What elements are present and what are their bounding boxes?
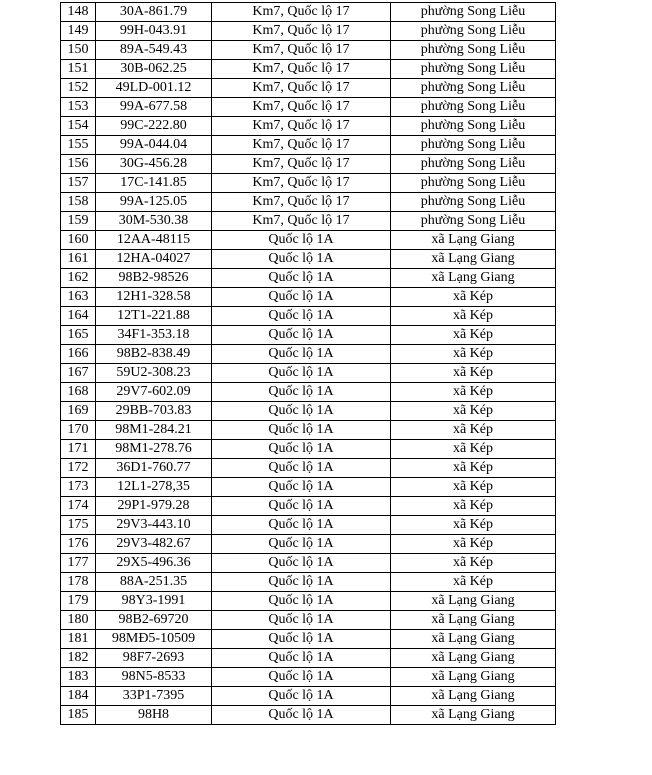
row-number-cell: 170 [61,421,96,440]
location-cell: Quốc lộ 1A [212,288,391,307]
ward-cell: phường Song Liễu [391,41,556,60]
ward-cell: xã Kép [391,345,556,364]
ward-cell: phường Song Liễu [391,3,556,22]
license-plate-cell: 99C-222.80 [96,117,212,136]
table-row [61,231,556,250]
row-number-cell: 161 [61,250,96,269]
ward-cell: phường Song Liễu [391,212,556,231]
table-row [61,22,556,41]
license-plate-cell: 99A-125.05 [96,193,212,212]
license-plate-cell: 98N5-8533 [96,668,212,687]
license-plate-cell: 12HA-04027 [96,250,212,269]
location-cell: Km7, Quốc lộ 17 [212,174,391,193]
row-number-cell: 154 [61,117,96,136]
ward-cell: xã Kép [391,326,556,345]
license-plate-cell: 49LD-001.12 [96,79,212,98]
license-plate-cell: 99A-677.58 [96,98,212,117]
table-row [61,440,556,459]
location-cell: Quốc lộ 1A [212,326,391,345]
row-number-cell: 150 [61,41,96,60]
ward-cell: xã Kép [391,478,556,497]
license-plate-cell: 98M1-284.21 [96,421,212,440]
license-plate-cell: 36D1-760.77 [96,459,212,478]
license-plate-cell: 98Y3-1991 [96,592,212,611]
table-row [61,269,556,288]
location-cell: Quốc lộ 1A [212,478,391,497]
table-row [61,497,556,516]
row-number-cell: 164 [61,307,96,326]
row-number-cell: 158 [61,193,96,212]
location-cell: Quốc lộ 1A [212,269,391,288]
license-plate-cell: 30M-530.38 [96,212,212,231]
location-cell: Km7, Quốc lộ 17 [212,3,391,22]
license-plate-cell: 33P1-7395 [96,687,212,706]
table-row [61,649,556,668]
row-number-cell: 159 [61,212,96,231]
location-cell: Quốc lộ 1A [212,345,391,364]
table-row [61,193,556,212]
row-number-cell: 149 [61,22,96,41]
table-row [61,630,556,649]
location-cell: Quốc lộ 1A [212,554,391,573]
license-plate-cell: 88A-251.35 [96,573,212,592]
location-cell: Quốc lộ 1A [212,630,391,649]
table-row [61,459,556,478]
license-plate-cell: 30B-062.25 [96,60,212,79]
table-row [61,174,556,193]
row-number-cell: 173 [61,478,96,497]
license-plate-cell: 12H1-328.58 [96,288,212,307]
ward-cell: xã Kép [391,516,556,535]
table-row [61,573,556,592]
row-number-cell: 181 [61,630,96,649]
row-number-cell: 156 [61,155,96,174]
license-plate-cell: 30A-861.79 [96,3,212,22]
license-plate-cell: 12AA-48115 [96,231,212,250]
ward-cell: xã Kép [391,402,556,421]
table-row [61,592,556,611]
license-plate-cell: 29P1-979.28 [96,497,212,516]
table-row [61,364,556,383]
location-cell: Quốc lộ 1A [212,516,391,535]
table-row [61,250,556,269]
license-plate-cell: 29X5-496.36 [96,554,212,573]
row-number-cell: 185 [61,706,96,725]
location-cell: Quốc lộ 1A [212,307,391,326]
row-number-cell: 172 [61,459,96,478]
table-row [61,307,556,326]
row-number-cell: 174 [61,497,96,516]
table-row [61,60,556,79]
row-number-cell: 166 [61,345,96,364]
location-cell: Quốc lộ 1A [212,421,391,440]
ward-cell: xã Lạng Giang [391,687,556,706]
license-plate-cell: 30G-456.28 [96,155,212,174]
location-cell: Km7, Quốc lộ 17 [212,98,391,117]
location-cell: Quốc lộ 1A [212,592,391,611]
table-row [61,383,556,402]
license-plate-cell: 59U2-308.23 [96,364,212,383]
table-row [61,212,556,231]
ward-cell: xã Lạng Giang [391,592,556,611]
table-row [61,41,556,60]
location-cell: Quốc lộ 1A [212,383,391,402]
location-cell: Km7, Quốc lộ 17 [212,212,391,231]
location-cell: Km7, Quốc lộ 17 [212,22,391,41]
ward-cell: phường Song Liễu [391,155,556,174]
license-plate-cell: 98B2-838.49 [96,345,212,364]
ward-cell: xã Kép [391,535,556,554]
ward-cell: xã Lạng Giang [391,630,556,649]
table-row [61,535,556,554]
row-number-cell: 155 [61,136,96,155]
violations-table [60,2,556,725]
license-plate-cell: 12L1-278,35 [96,478,212,497]
ward-cell: xã Kép [391,421,556,440]
license-plate-cell: 89A-549.43 [96,41,212,60]
license-plate-cell: 29V3-443.10 [96,516,212,535]
license-plate-cell: 17C-141.85 [96,174,212,193]
ward-cell: xã Lạng Giang [391,706,556,725]
row-number-cell: 176 [61,535,96,554]
location-cell: Km7, Quốc lộ 17 [212,60,391,79]
ward-cell: phường Song Liễu [391,98,556,117]
table-row [61,478,556,497]
location-cell: Quốc lộ 1A [212,497,391,516]
row-number-cell: 178 [61,573,96,592]
row-number-cell: 175 [61,516,96,535]
location-cell: Quốc lộ 1A [212,611,391,630]
location-cell: Km7, Quốc lộ 17 [212,117,391,136]
row-number-cell: 165 [61,326,96,345]
ward-cell: xã Lạng Giang [391,269,556,288]
table-row [61,117,556,136]
location-cell: Quốc lộ 1A [212,649,391,668]
row-number-cell: 153 [61,98,96,117]
license-plate-cell: 29BB-703.83 [96,402,212,421]
table-row [61,79,556,98]
ward-cell: xã Lạng Giang [391,668,556,687]
ward-cell: xã Kép [391,459,556,478]
location-cell: Quốc lộ 1A [212,459,391,478]
table-body [61,3,556,725]
ward-cell: xã Lạng Giang [391,611,556,630]
ward-cell: phường Song Liễu [391,22,556,41]
license-plate-cell: 29V7-602.09 [96,383,212,402]
table-row [61,706,556,725]
license-plate-cell: 98B2-69720 [96,611,212,630]
ward-cell: xã Lạng Giang [391,250,556,269]
location-cell: Quốc lộ 1A [212,668,391,687]
row-number-cell: 180 [61,611,96,630]
table-row [61,402,556,421]
row-number-cell: 184 [61,687,96,706]
location-cell: Quốc lộ 1A [212,402,391,421]
table-row [61,3,556,22]
row-number-cell: 168 [61,383,96,402]
table-row [61,421,556,440]
ward-cell: phường Song Liễu [391,193,556,212]
location-cell: Quốc lộ 1A [212,687,391,706]
row-number-cell: 162 [61,269,96,288]
row-number-cell: 179 [61,592,96,611]
table-row [61,516,556,535]
ward-cell: phường Song Liễu [391,60,556,79]
license-plate-cell: 98F7-2693 [96,649,212,668]
row-number-cell: 151 [61,60,96,79]
location-cell: Quốc lộ 1A [212,706,391,725]
row-number-cell: 152 [61,79,96,98]
row-number-cell: 157 [61,174,96,193]
location-cell: Km7, Quốc lộ 17 [212,79,391,98]
ward-cell: xã Lạng Giang [391,649,556,668]
ward-cell: xã Kép [391,364,556,383]
row-number-cell: 183 [61,668,96,687]
row-number-cell: 167 [61,364,96,383]
table-row [61,288,556,307]
table-row [61,136,556,155]
table-row [61,554,556,573]
license-plate-cell: 98M1-278.76 [96,440,212,459]
table-row [61,687,556,706]
row-number-cell: 148 [61,3,96,22]
table-row [61,326,556,345]
location-cell: Quốc lộ 1A [212,250,391,269]
license-plate-cell: 99H-043.91 [96,22,212,41]
location-cell: Quốc lộ 1A [212,535,391,554]
location-cell: Quốc lộ 1A [212,573,391,592]
license-plate-cell: 99A-044.04 [96,136,212,155]
license-plate-cell: 29V3-482.67 [96,535,212,554]
table-row [61,345,556,364]
license-plate-cell: 98MĐ5-10509 [96,630,212,649]
ward-cell: phường Song Liễu [391,136,556,155]
ward-cell: xã Kép [391,288,556,307]
license-plate-cell: 98H8 [96,706,212,725]
ward-cell: xã Kép [391,383,556,402]
ward-cell: phường Song Liễu [391,79,556,98]
location-cell: Km7, Quốc lộ 17 [212,193,391,212]
location-cell: Quốc lộ 1A [212,440,391,459]
license-plate-cell: 98B2-98526 [96,269,212,288]
license-plate-cell: 12T1-221.88 [96,307,212,326]
row-number-cell: 171 [61,440,96,459]
row-number-cell: 177 [61,554,96,573]
location-cell: Km7, Quốc lộ 17 [212,136,391,155]
ward-cell: xã Kép [391,497,556,516]
row-number-cell: 160 [61,231,96,250]
ward-cell: xã Lạng Giang [391,231,556,250]
table-row [61,668,556,687]
license-plate-cell: 34F1-353.18 [96,326,212,345]
row-number-cell: 182 [61,649,96,668]
location-cell: Quốc lộ 1A [212,231,391,250]
row-number-cell: 163 [61,288,96,307]
ward-cell: phường Song Liễu [391,117,556,136]
location-cell: Km7, Quốc lộ 17 [212,41,391,60]
ward-cell: xã Kép [391,554,556,573]
row-number-cell: 169 [61,402,96,421]
table-row [61,611,556,630]
ward-cell: phường Song Liễu [391,174,556,193]
table-row [61,98,556,117]
ward-cell: xã Kép [391,573,556,592]
ward-cell: xã Kép [391,440,556,459]
table-row [61,155,556,174]
ward-cell: xã Kép [391,307,556,326]
location-cell: Km7, Quốc lộ 17 [212,155,391,174]
location-cell: Quốc lộ 1A [212,364,391,383]
